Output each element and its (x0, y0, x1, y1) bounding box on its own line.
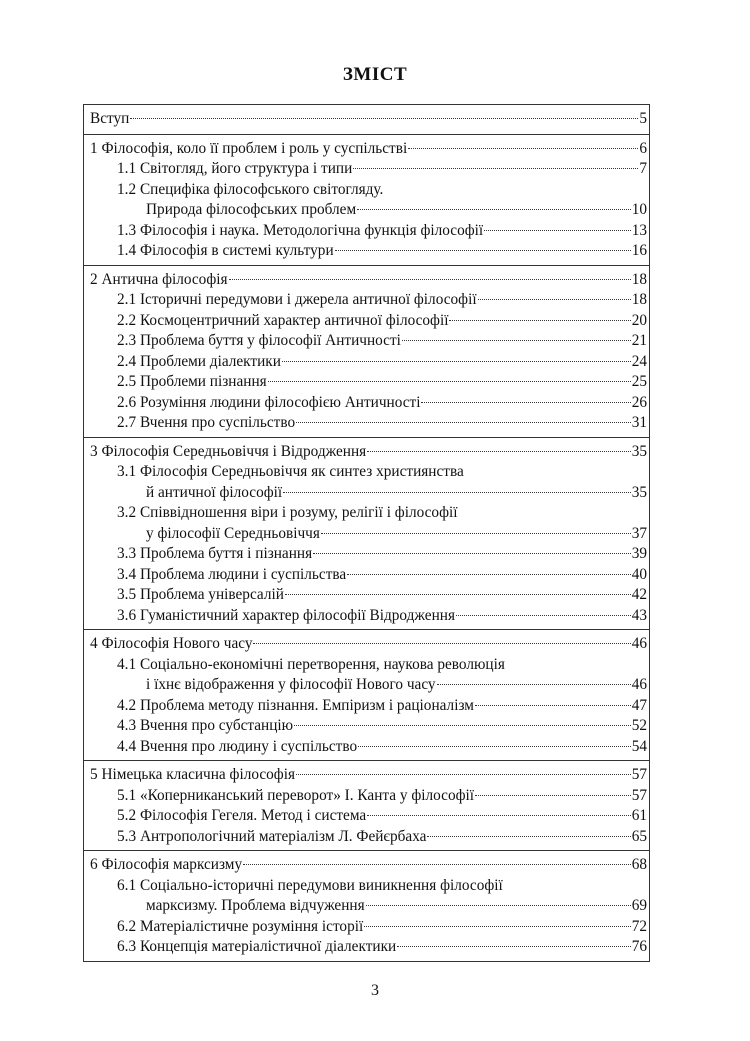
toc-entry-page: 69 (631, 897, 647, 914)
toc-entry-title: 3.1 Філософія Середньовіччя як синтез християнства (117, 463, 464, 480)
toc-entry-page: 52 (631, 717, 647, 734)
toc-chapter-entry[interactable] (84, 765, 649, 786)
dot-leader (449, 320, 630, 321)
toc-entry-title: 3 Філософія Середньовіччя і Відродження (90, 442, 367, 460)
dot-leader (366, 905, 631, 906)
toc-entry-title: 4.1 Соціально-економічні перетворення, наукова революція (117, 655, 505, 673)
toc-entry-title: 2.5 Проблеми пізнання (117, 373, 267, 390)
toc-entry[interactable] (84, 696, 649, 717)
dot-leader (421, 402, 630, 403)
toc-entry-title: і їхнє відображення у філософії Нового часу (146, 676, 436, 693)
dot-leader (364, 926, 630, 927)
dot-leader (478, 299, 631, 300)
toc-entry-page: 40 (631, 565, 647, 583)
toc-entry[interactable] (84, 331, 649, 352)
toc-entry[interactable] (84, 483, 649, 504)
toc-entry-title: 1.3 Філософія і наука. Методологічна функція філософії (117, 221, 484, 239)
toc-entry[interactable] (84, 606, 649, 627)
toc-entry[interactable] (84, 290, 649, 311)
dot-leader (358, 746, 631, 747)
toc-entry-title: 3.3 Проблема буття і пізнання (117, 545, 313, 562)
dot-leader (130, 118, 638, 119)
toc-entry-title: 6.1 Соціально-історичні передумови виникнення філософії (117, 876, 503, 894)
toc-entry-title: 4.2 Проблема методу пізнання. Емпіризм і раціоналізм (117, 696, 474, 714)
toc-entry-title: 2.3 Проблема буття у філософії Античності (117, 332, 401, 349)
toc-chapter-entry[interactable] (84, 270, 649, 291)
toc-entry-page: 37 (631, 524, 647, 542)
toc-entry-page: 24 (631, 352, 647, 370)
toc-entry[interactable] (84, 372, 649, 393)
dot-leader (408, 148, 638, 149)
toc-entry-page: 31 (631, 414, 647, 431)
dot-leader (437, 684, 631, 685)
toc-section (84, 850, 649, 961)
toc-entry-page: 16 (631, 242, 647, 259)
toc-entry-page: 5 (639, 110, 647, 127)
dot-leader (475, 795, 631, 796)
toc-entry-page: 47 (631, 696, 647, 714)
dot-leader (229, 279, 631, 280)
toc-entry-title: 2 Антична філософія (90, 270, 228, 288)
toc-entry[interactable] (84, 311, 649, 332)
page-number: 3 (371, 982, 379, 999)
toc-entry-page: 35 (631, 483, 647, 501)
dot-leader (367, 815, 630, 816)
dot-leader (253, 643, 630, 644)
toc-entry-title: 1.4 Філософія в системі культури (117, 242, 334, 259)
toc-section (84, 437, 649, 630)
toc-entry[interactable] (84, 917, 649, 938)
toc-chapter-entry[interactable] (84, 442, 649, 463)
toc-entry-page: 46 (631, 676, 647, 693)
toc-entry[interactable] (84, 896, 649, 917)
toc-entry-page: 46 (631, 635, 647, 652)
toc-entry-page: 20 (631, 311, 647, 329)
dot-leader (283, 492, 631, 493)
dot-leader (335, 250, 631, 251)
toc-entry[interactable] (84, 585, 649, 606)
toc-entry-page: 13 (631, 221, 647, 239)
toc-entry[interactable] (84, 524, 649, 545)
dot-leader (313, 553, 631, 554)
toc-section (84, 629, 649, 760)
toc-entry-title: 3.6 Гуманістичний характер філософії Відродження (117, 606, 455, 624)
toc-entry-page: 18 (631, 291, 647, 308)
toc-entry-title: Природа філософських проблем (146, 201, 357, 218)
toc-entry[interactable] (84, 462, 649, 483)
toc-entry[interactable] (84, 352, 649, 373)
toc-entry-page: 35 (631, 442, 647, 460)
toc-entry-title: 6.2 Матеріалістичне розуміння історії (117, 917, 364, 935)
toc-entry-page: 54 (631, 737, 647, 755)
toc-entry[interactable] (84, 737, 649, 758)
toc-entry-title: 3.5 Проблема універсалій (117, 586, 284, 603)
toc-entry-page: 6 (639, 139, 647, 157)
toc-entry-title: у філософії Середньовіччя (146, 524, 320, 542)
toc-chapter-entry[interactable] (84, 109, 649, 130)
dot-leader (456, 615, 631, 616)
toc-entry[interactable] (84, 827, 649, 848)
toc-entry-page: 57 (631, 766, 647, 783)
toc-section (84, 134, 649, 265)
dot-leader (484, 230, 631, 231)
toc-entry[interactable] (84, 565, 649, 586)
toc-section (84, 760, 649, 850)
dot-leader (285, 594, 631, 595)
toc-entry[interactable] (84, 393, 649, 414)
page-title: ЗМІСТ (342, 64, 408, 85)
dot-leader (475, 705, 631, 706)
toc-entry-title: 2.4 Проблеми діалектики (117, 352, 281, 370)
toc-entry[interactable] (84, 413, 649, 434)
toc-entry-title: 6 Філософія марксизму (90, 856, 243, 873)
toc-entry-page: 21 (631, 332, 647, 349)
dot-leader (296, 422, 631, 423)
toc-entry-title: 4.3 Вчення про субстанцію (117, 717, 294, 734)
toc-entry-page: 25 (631, 373, 647, 390)
toc-entry-page: 72 (631, 917, 647, 935)
toc-entry-title: 1.2 Специфіка філософського світогляду. (117, 180, 384, 198)
toc-entry-title: марксизму. Проблема відчуження (146, 897, 365, 914)
toc-entry-title: 6.3 Концепція матеріалістичної діалектики (117, 938, 397, 955)
toc-entry-title: 2.2 Космоцентричний характер античної філософії (117, 311, 449, 329)
toc-entry[interactable] (84, 221, 649, 242)
dot-leader (357, 209, 631, 210)
toc-entry-title: 4 Філософія Нового часу (90, 635, 253, 652)
toc-entry[interactable] (84, 806, 649, 827)
toc-entry-page: 68 (631, 856, 647, 873)
toc-entry-title: й античної філософії (146, 483, 283, 501)
toc-entry-title: 5.3 Антропологічний матеріалізм Л. Фейєрбаха (117, 827, 427, 845)
dot-leader (268, 381, 631, 382)
toc-entry-title: 5 Німецька класична філософія (90, 766, 295, 783)
dot-leader (347, 574, 631, 575)
dot-leader (321, 533, 631, 534)
toc-frame (83, 104, 650, 962)
toc-entry-page: 65 (631, 827, 647, 845)
toc-entry-page: 42 (631, 586, 647, 603)
toc-entry-title: 2.1 Історичні передумови і джерела античної філософії (117, 291, 477, 308)
toc-entry[interactable] (84, 876, 649, 897)
toc-entry[interactable] (84, 180, 649, 201)
toc-entry-title: 2.7 Вчення про суспільство (117, 414, 296, 431)
toc-entry-title: 3.2 Співвідношення віри і розуму, релігії і філософії (117, 504, 458, 521)
dot-leader (353, 168, 638, 169)
dot-leader (427, 836, 630, 837)
toc-entry-title: 2.6 Розуміння людини філософією Античності (117, 393, 421, 411)
toc-entry[interactable] (84, 544, 649, 565)
toc-chapter-entry[interactable] (84, 855, 649, 876)
toc-entry-title: Вступ (90, 110, 130, 127)
dot-leader (402, 340, 631, 341)
dot-leader (282, 361, 631, 362)
toc-entry-page: 10 (631, 201, 647, 218)
toc-entry[interactable] (84, 786, 649, 807)
toc-entry[interactable] (84, 937, 649, 958)
toc-section (84, 265, 649, 437)
toc-entry[interactable] (84, 503, 649, 524)
toc-entry-page: 18 (631, 270, 647, 288)
toc-entry-page: 7 (639, 160, 647, 177)
toc-entry[interactable] (84, 159, 649, 180)
toc-entry[interactable] (84, 655, 649, 676)
dot-leader (294, 725, 631, 726)
toc-entry-title: 4.4 Вчення про людину і суспільство (117, 737, 358, 755)
dot-leader (367, 451, 631, 452)
table-of-contents (83, 104, 650, 962)
toc-entry-page: 61 (631, 807, 647, 824)
toc-chapter-entry[interactable] (84, 139, 649, 160)
dot-leader (296, 774, 631, 775)
toc-entry-page: 43 (631, 606, 647, 624)
toc-entry[interactable] (84, 241, 649, 262)
toc-entry-page: 57 (631, 786, 647, 804)
toc-entry[interactable] (84, 675, 649, 696)
toc-chapter-entry[interactable] (84, 634, 649, 655)
toc-entry-title: 1 Філософія, коло її проблем і роль у суспільстві (90, 139, 408, 157)
toc-entry[interactable] (84, 200, 649, 221)
dot-leader (397, 946, 631, 947)
dot-leader (243, 864, 631, 865)
toc-entry-page: 76 (631, 938, 647, 955)
toc-entry-title: 1.1 Світогляд, його структура і типи (117, 160, 353, 177)
toc-entry-title: 5.2 Філософія Гегеля. Метод і система (117, 807, 367, 824)
toc-entry-page: 26 (631, 393, 647, 411)
toc-entry-page: 39 (631, 545, 647, 562)
toc-entry-title: 3.4 Проблема людини і суспільства (117, 565, 347, 583)
toc-entry[interactable] (84, 716, 649, 737)
toc-entry-title: 5.1 «Коперниканський переворот» І. Канта у філософії (117, 786, 475, 804)
toc-section (84, 105, 649, 134)
